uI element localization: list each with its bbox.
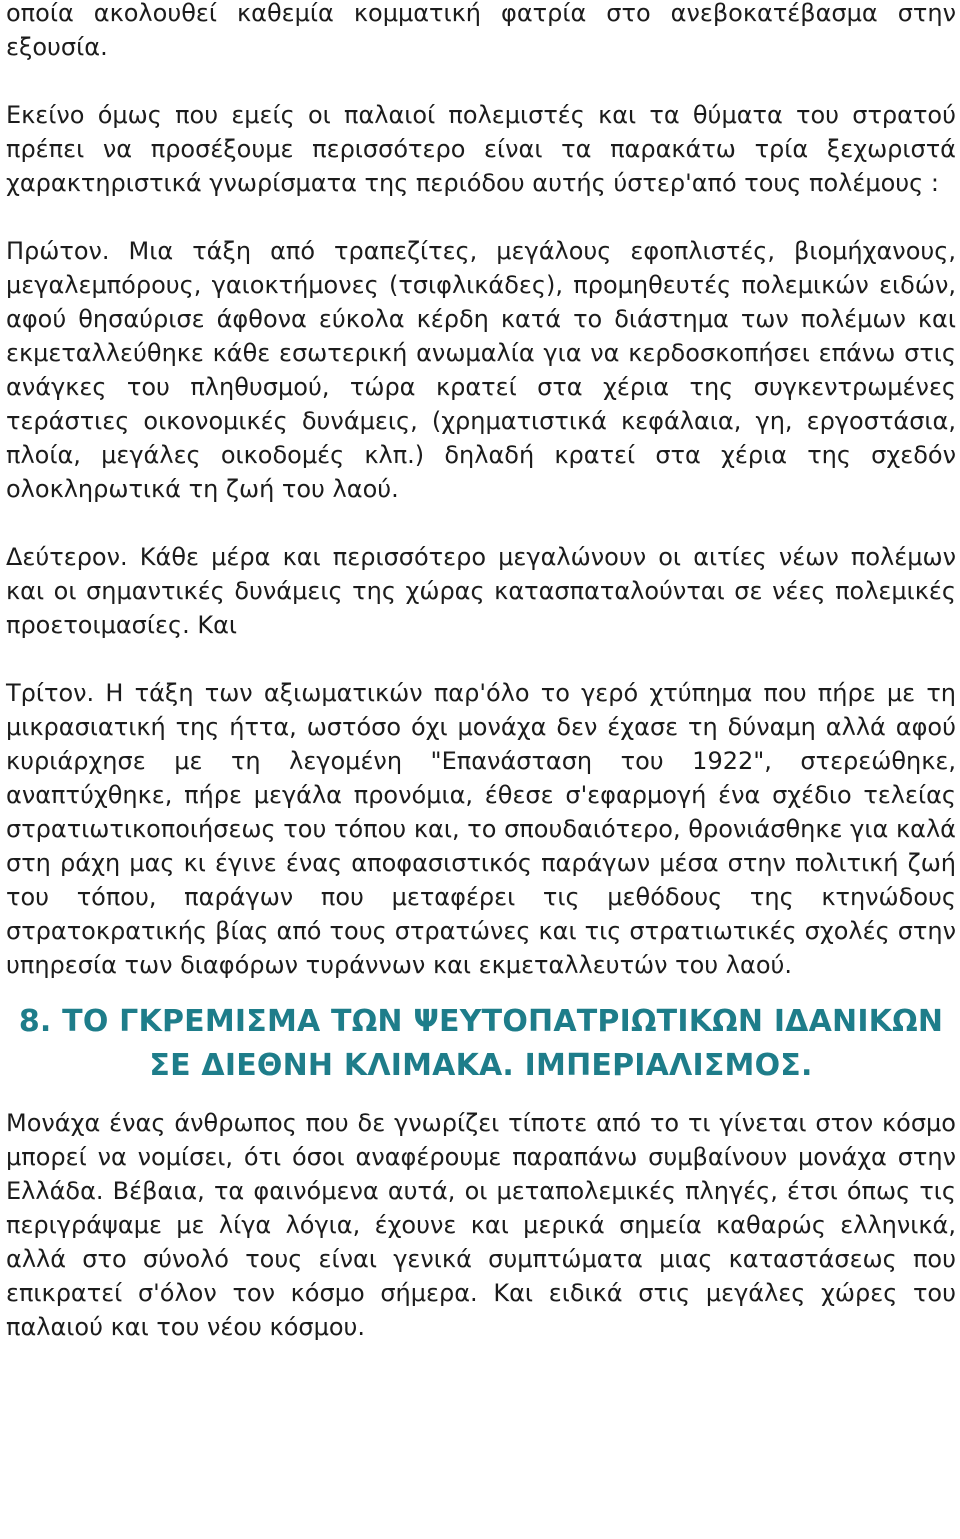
paragraph-imperialism: Μονάχα ένας άνθρωπος που δε γνωρίζει τίποτε από το τι γίνεται στον κόσμο μπορεί να νομίσει, ότι όσοι αναφέρουμε παραπάνω συμβαίνουν μονάχα στην Ελλάδα. Βέβαια, τα φαινόμενα αυτά, οι μεταπολεμικές πληγές, έτσι όπως τις περιγράψαμε με λίγα λόγια, έχουνε και μερικά σημεία καθαρώς ελληνικά, αλλά στο σύνολό τους είναι γενικά συμπτώματα μιας καταστάσεως που επικρατεί σ'όλον τον κόσμο σήμερα. Και ειδικά στις μεγάλες χώρες του παλαιού και του νέου κόσμου. [6,1109,956,1341]
document-page [6,0,956,1344]
paragraph-continuation: οποία ακολουθεί καθεμία κομματική φατρία στο ανεβοκατέβασμα στην εξουσία. [6,0,956,61]
paragraph-second: Δεύτερον. Κάθε μέρα και περισσότερο μεγαλώνουν οι αιτίες νέων πολέμων και οι σημαντικές δυνάμεις της χώρας κατασπαταλούνται σε νέες πολεμικές προετοιμασίες. Και [6,543,956,639]
paragraph-intro-three-features: Εκείνο όμως που εμείς οι παλαιοί πολεμιστές και τα θύματα του στρατού πρέπει να προσέξουμε περισσότερο είναι τα παρακάτω τρία ξεχωριστά χαρακτηριστικά γνωρίσματα της περιόδου αυτής ύστερ'από τους πολέμους : [6,101,956,197]
paragraph-first: Πρώτον. Μια τάξη από τραπεζίτες, μεγάλους εφοπλιστές, βιομήχανους, μεγαλεμπόρους, γαιοκτήμονες (τσιφλικάδες), προμηθευτές πολεμικών ειδών, αφού θησαύρισε άφθονα εύκολα κέρδη κατά το διάστημα των πολέμων και εκμεταλλεύθηκε κάθε εσωτερική ανωμαλία για να κερδοσκοπήσει επάνω στις ανάγκες του πληθυσμού, τώρα κρατεί στα χέρια της συγκεντρωμένες τεράστιες οικονομικές δυνάμεις, (χρηματιστικά κεφάλαια, γη, εργοστάσια, πλοία, μεγάλες οικοδομές κλπ.) δηλαδή κρατεί στα χέρια της σχεδόν ολοκληρωτικά τη ζωή του λαού. [6,237,956,503]
section-heading: 8. ΤΟ ΓΚΡΕΜΙΣΜΑ ΤΩΝ ΨΕΥΤΟΠΑΤΡΙΩΤΙΚΩΝ ΙΔΑΝΙΚΩΝ ΣΕ ΔΙΕΘΝΗ ΚΛΙΜΑΚΑ. ΙΜΠΕΡΙΑΛΙΣΜΟΣ. [18,1004,944,1083]
paragraph-third: Τρίτον. Η τάξη των αξιωματικών παρ'όλο το γερό χτύπημα που πήρε με τη μικρασιατική της ήττα, ωστόσο όχι μονάχα δεν έχασε τη δύναμη αλλά αφού κυριάρχησε με τη λεγομένη "Επανάσταση του 1922", στερεώθηκε, αναπτύχθηκε, πήρε μεγάλα προνόμια, έθεσε σ'εφαρμογή ένα σχέδιο τελείας στρατιωτικοποιήσεως του τόπου και, το σπουδαιότερο, θρονιάσθηκε για καλά στη ράχη μας κι έγινε ένας αποφασιστικός παράγων μέσα στην πολιτική ζωή του τόπου, παράγων που μεταφέρει τις μεθόδους της κτηνώδους στρατοκρατικής βίας από τους στρατώνες και τις στρατιωτικές σχολές στην υπηρεσία των διαφόρων τυράννων και εκμεταλλευτών του λαού. [6,679,956,979]
